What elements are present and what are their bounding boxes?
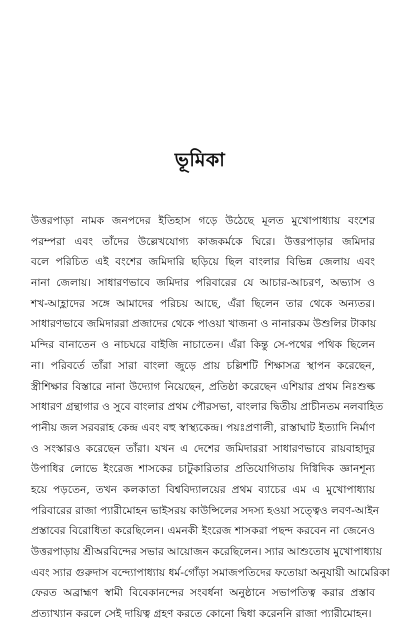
text-line: সাধারণ গ্রন্থাগার ও সুবে বাংলার প্রথম পৌরসভা, বাংলার দ্বিতীয় প্রাচীনতম নলবাহিত xyxy=(31,401,384,414)
page-heading: ভূমিকা xyxy=(174,149,226,171)
text-line: শখ-আহ্লাদের সঙ্গে আমাদের পরিচয় আছে, এঁরা ছিলেন তার থেকে অন্যতর। xyxy=(31,297,375,310)
text-line: উপাধির লোভে ইংরেজ শাসকের চাটুকারিতার প্রতিযোগিতায় দিগ্বিদিক জ্ঞানশূন্য xyxy=(31,463,375,476)
text-line: উত্তরপাড়া নামক জনপদের ইতিহাস গড়ে উঠেছে মূলত মুখোপাধ্যায় বংশের xyxy=(31,215,375,227)
preface-body xyxy=(31,211,390,625)
text-line: নানা জেলায়। সাধারণভাবে জমিদার পরিবারের যে আচার-আচরণ, অভ্যাস ও xyxy=(31,277,375,290)
text-line: উত্তরপাড়ায় শ্রীঅরবিন্দের সভার আয়োজন করেছিলেন। স্যার আশুতোষ মুখোপাধ্যায় xyxy=(31,546,382,558)
text-line: প্রত্যাখ্যান করলে সেই দায়িত্ব গ্রহণ করতে কোনো দ্বিধা করেননি রাজা প্যারীমোহন। xyxy=(31,608,372,621)
text-line: সাধারণভাবে জমিদাররা প্রজাদের থেকে পাওয়া খাজনা ও নানারকম উশুলির টাকায় xyxy=(31,318,377,331)
text-line: স্ত্রীশিক্ষার বিস্তারে নানা উদ্যোগ নিয়েছেন, প্রতিষ্ঠা করেছেন এশিয়ার প্রথম নিঃশুল্ক xyxy=(31,380,375,393)
text-line: না। পরিবর্তে তাঁরা সারা বাংলা জুড়ে প্রায় চল্লিশটি শিক্ষাসত্র স্থাপন করেছেন, xyxy=(31,359,375,372)
text-line: পরম্পরা এবং তাঁদের উল্লেখযোগ্য কাজকর্মকে ঘিরে। উত্তরপাড়ার জমিদার xyxy=(31,235,375,248)
text-line: এবং স্যার গুরুদাস বন্দ্যোপাধ্যায় ধর্ম-গোঁড়া সমাজপতিদের ফতোয়া অনুযায়ী আমেরিকা xyxy=(31,566,390,579)
text-line: হয়ে পড়তেন, তখন কলকাতা বিশ্ববিদ্যালয়ের প্রথম ব্যাচের এম এ মুখোপাধ্যায় xyxy=(31,483,375,496)
text-line: পানীয় জল সরবরাহ কেন্দ্র এবং বহু স্বাস্থ্যকেন্দ্র। পয়ঃপ্রণালী, রাস্তাঘাট ইত্যাদি নির্মাণ xyxy=(31,421,375,434)
text-line: মন্দির বানাতেন ও নাচঘরে বাইজি নাচাতেন। এঁরা কিন্তু সে-পথের পথিক ছিলেন xyxy=(31,339,375,352)
text-line: প্রস্তাবের বিরোধিতা করেছিলেন। এমনকী ইংরেজ শাসকরা পছন্দ করবেন না জেনেও xyxy=(31,525,375,538)
text-line: ও সংস্কারও করেছেন তাঁরা। যখন এ দেশের জমিদাররা সাধারণভাবে রায়বাহাদুর xyxy=(31,442,375,455)
text-line: ফেরত অব্রাহ্মণ স্বামী বিবেকানন্দের সংবর্ধনা অনুষ্ঠানে সভাপতিত্ব করার প্রস্তাব xyxy=(31,587,375,600)
text-line: বলে পরিচিত এই বংশের জমিদারি ছড়িয়ে ছিল বাংলার বিভিন্ন জেলায় এবং xyxy=(31,256,375,269)
text-line: পরিবারের রাজা প্যারীমোহন ভাইসরয় কাউন্সিলের সদস্য হওয়া সত্ত্বেও লবণ-আইন xyxy=(31,504,380,517)
